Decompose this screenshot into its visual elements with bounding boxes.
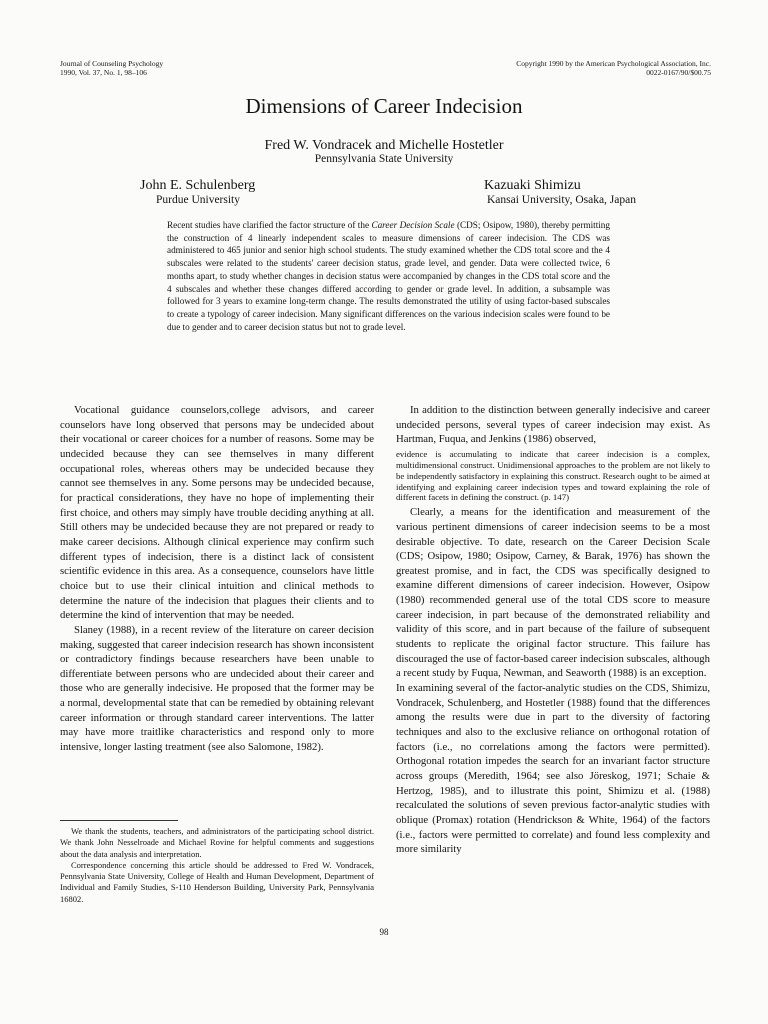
copyright-line: Copyright 1990 by the American Psychological Association, Inc. <box>516 59 711 68</box>
body-paragraph: In examining several of the factor-analytic studies on the CDS, Shimizu, Vondracek, Schulenberg, and Hostetler (1988) found that the differences among the results were due in part to the diversity of factoring techniques and also to the exclusive reliance on orthogonal rotation of factors (i.e., no correlations among the factors were permitted). Orthogonal rotation impedes the search for an invariant factor structure across groups (Meredith, 1964; see also Jöreskog, 1971; Schaie & Hertzog, 1985), and to illustrate this point, Shimizu et al. (1988) recalculated the solutions of seven previous factor-analytic studies with oblique (Promax) rotation (Hendrickson & White, 1964) of the factors (i.e., factors were permitted to correlate) and found less complexity and more similarity <box>396 682 710 856</box>
copyright-notice <box>516 59 711 77</box>
affiliation-kansai: Kansai University, Osaka, Japan <box>486 194 636 206</box>
right-column <box>396 403 710 857</box>
body-paragraph: Slaney (1988), in a recent review of the literature on career decision making, suggested that career indecision research has shown inconsistent or contradictory findings because researchers have been unable to differentiate between persons who are undecided about their career and those who are generally indecisive. He proposed that the former may be a normal, developmental state that can be remedied by obtaining relevant career information or through standard career interventions. The latter may have more traitlike characteristics and respond only to more intensive, longer lasting treatment (see also Salomone, 1982). <box>60 623 374 754</box>
body-paragraph: Clearly, a means for the identification and measurement of the various pertinent dimensions of career indecision seems to be a most desirable objective. To date, research on the Career Decision Scale (CDS; Osipow, 1980; Osipow, Carney, & Barak, 1976) has shown the greatest promise, and in fact, the CDS was specifically designed to examine different dimensions of career indecision. However, Osipow (1980) recommended general use of the total CDS score to measure career indecision, in part because of the demonstrated reliability and validity of this score, and in part because of the failure of subsequent students to replicate the original factor structure. This failure has discouraged the use of factor-based career indecision subscales, although a recent study by Fuqua, Newman, and Seaworth (1988) is an exception. <box>396 506 710 680</box>
journal-volume: 1990, Vol. 37, No. 1, 98–106 <box>60 68 147 77</box>
article-title: Dimensions of Career Indecision <box>245 94 523 118</box>
page-number: 98 <box>379 927 389 937</box>
acknowledgment-note: We thank the students, teachers, and administrators of the participating school district. We thank John Nesselroade and Michael Rovine for helpful comments and suggestions about the data analysis and interpretation. <box>60 826 374 859</box>
footnotes <box>60 826 374 905</box>
primary-authors: Fred W. Vondracek and Michelle Hostetler <box>264 138 504 153</box>
body-paragraph: Vocational guidance counselors,college advisors, and career counselors have long observed that persons may be undecided about their vocational or career choices for a number of reasons. Some may be undecided because they can see themselves in many different occupational roles, whereas others may be undecided because they cannot see themselves in any. Some persons may be undecided because, for practical considerations, they have no hope of implementing their first choice, and others may simply have trouble deciding anything at all. Still others may be undecided because they are not prepared or ready to make career decisions. Although clinical experience may confirm such different types of indecision, there is a distinct lack of consistent scientific evidence in this area. As a consequence, counselors have little choice but to use their clinical intuition and clinical methods to determine the nature of the indecision that plagues their clients and to determine the kind of intervention that may be needed. <box>60 404 374 622</box>
primary-affiliation: Pennsylvania State University <box>314 153 454 165</box>
body-paragraph: In addition to the distinction between generally indecisive and career undecided persons, several types of career indecision may exist. As Hartman, Fuqua, and Jenkins (1986) observed, <box>396 404 710 446</box>
correspondence-note: Correspondence concerning this article should be addressed to Fred W. Vondracek, Pennsylvania State University, College of Health and Human Development, Department of Individual and Family Studies, S-110 Henderson Building, University Park, Pennsylvania 16802. <box>60 859 374 904</box>
left-column <box>60 403 374 755</box>
footnote-rule <box>60 820 178 821</box>
abstract: Recent studies have clarified the factor structure of the Career Decision Scale (CDS; Osipow, 1980), thereby permitting the construction of 4 linearly independent scales to measure dimensions of career indecision. The CDS was administered to 465 junior and senior high school students. The study examined whether the CDS total score and the 4 subscales were related to the students' career decision status, grade level, and gender. Data were collected twice, 6 months apart, to study whether changes in decision status were accompanied by changes in the CDS total score and the 4 subscales and whether these changes differed according to gender or grade level. In addition, a subsample was followed for 3 years to examine long-term change. The results demonstrated the utility of using factor-based subscales to create a typology of career indecision. Many significant differences on the various indecision scales were found to be due to gender and to career decision status but not to grade level. <box>167 220 610 332</box>
affiliation-purdue: Purdue University <box>156 194 241 206</box>
journal-name: Journal of Counseling Psychology <box>60 59 164 68</box>
block-quote: evidence is accumulating to indicate that career indecision is a complex, multidimensional construct. Unidimensional approaches to the problem are not likely to be independently satisfactory in explaining this construct. Research ought to be aimed at identifying and explaining career indecision types and toward explaining the role of different facets in defining the construct. (p. 147) <box>396 448 710 503</box>
author-shimizu: Kazuaki Shimizu <box>484 178 581 193</box>
issn-line: 0022-0167/90/$00.75 <box>646 68 711 77</box>
author-schulenberg: John E. Schulenberg <box>140 178 256 193</box>
journal-citation <box>60 59 163 77</box>
